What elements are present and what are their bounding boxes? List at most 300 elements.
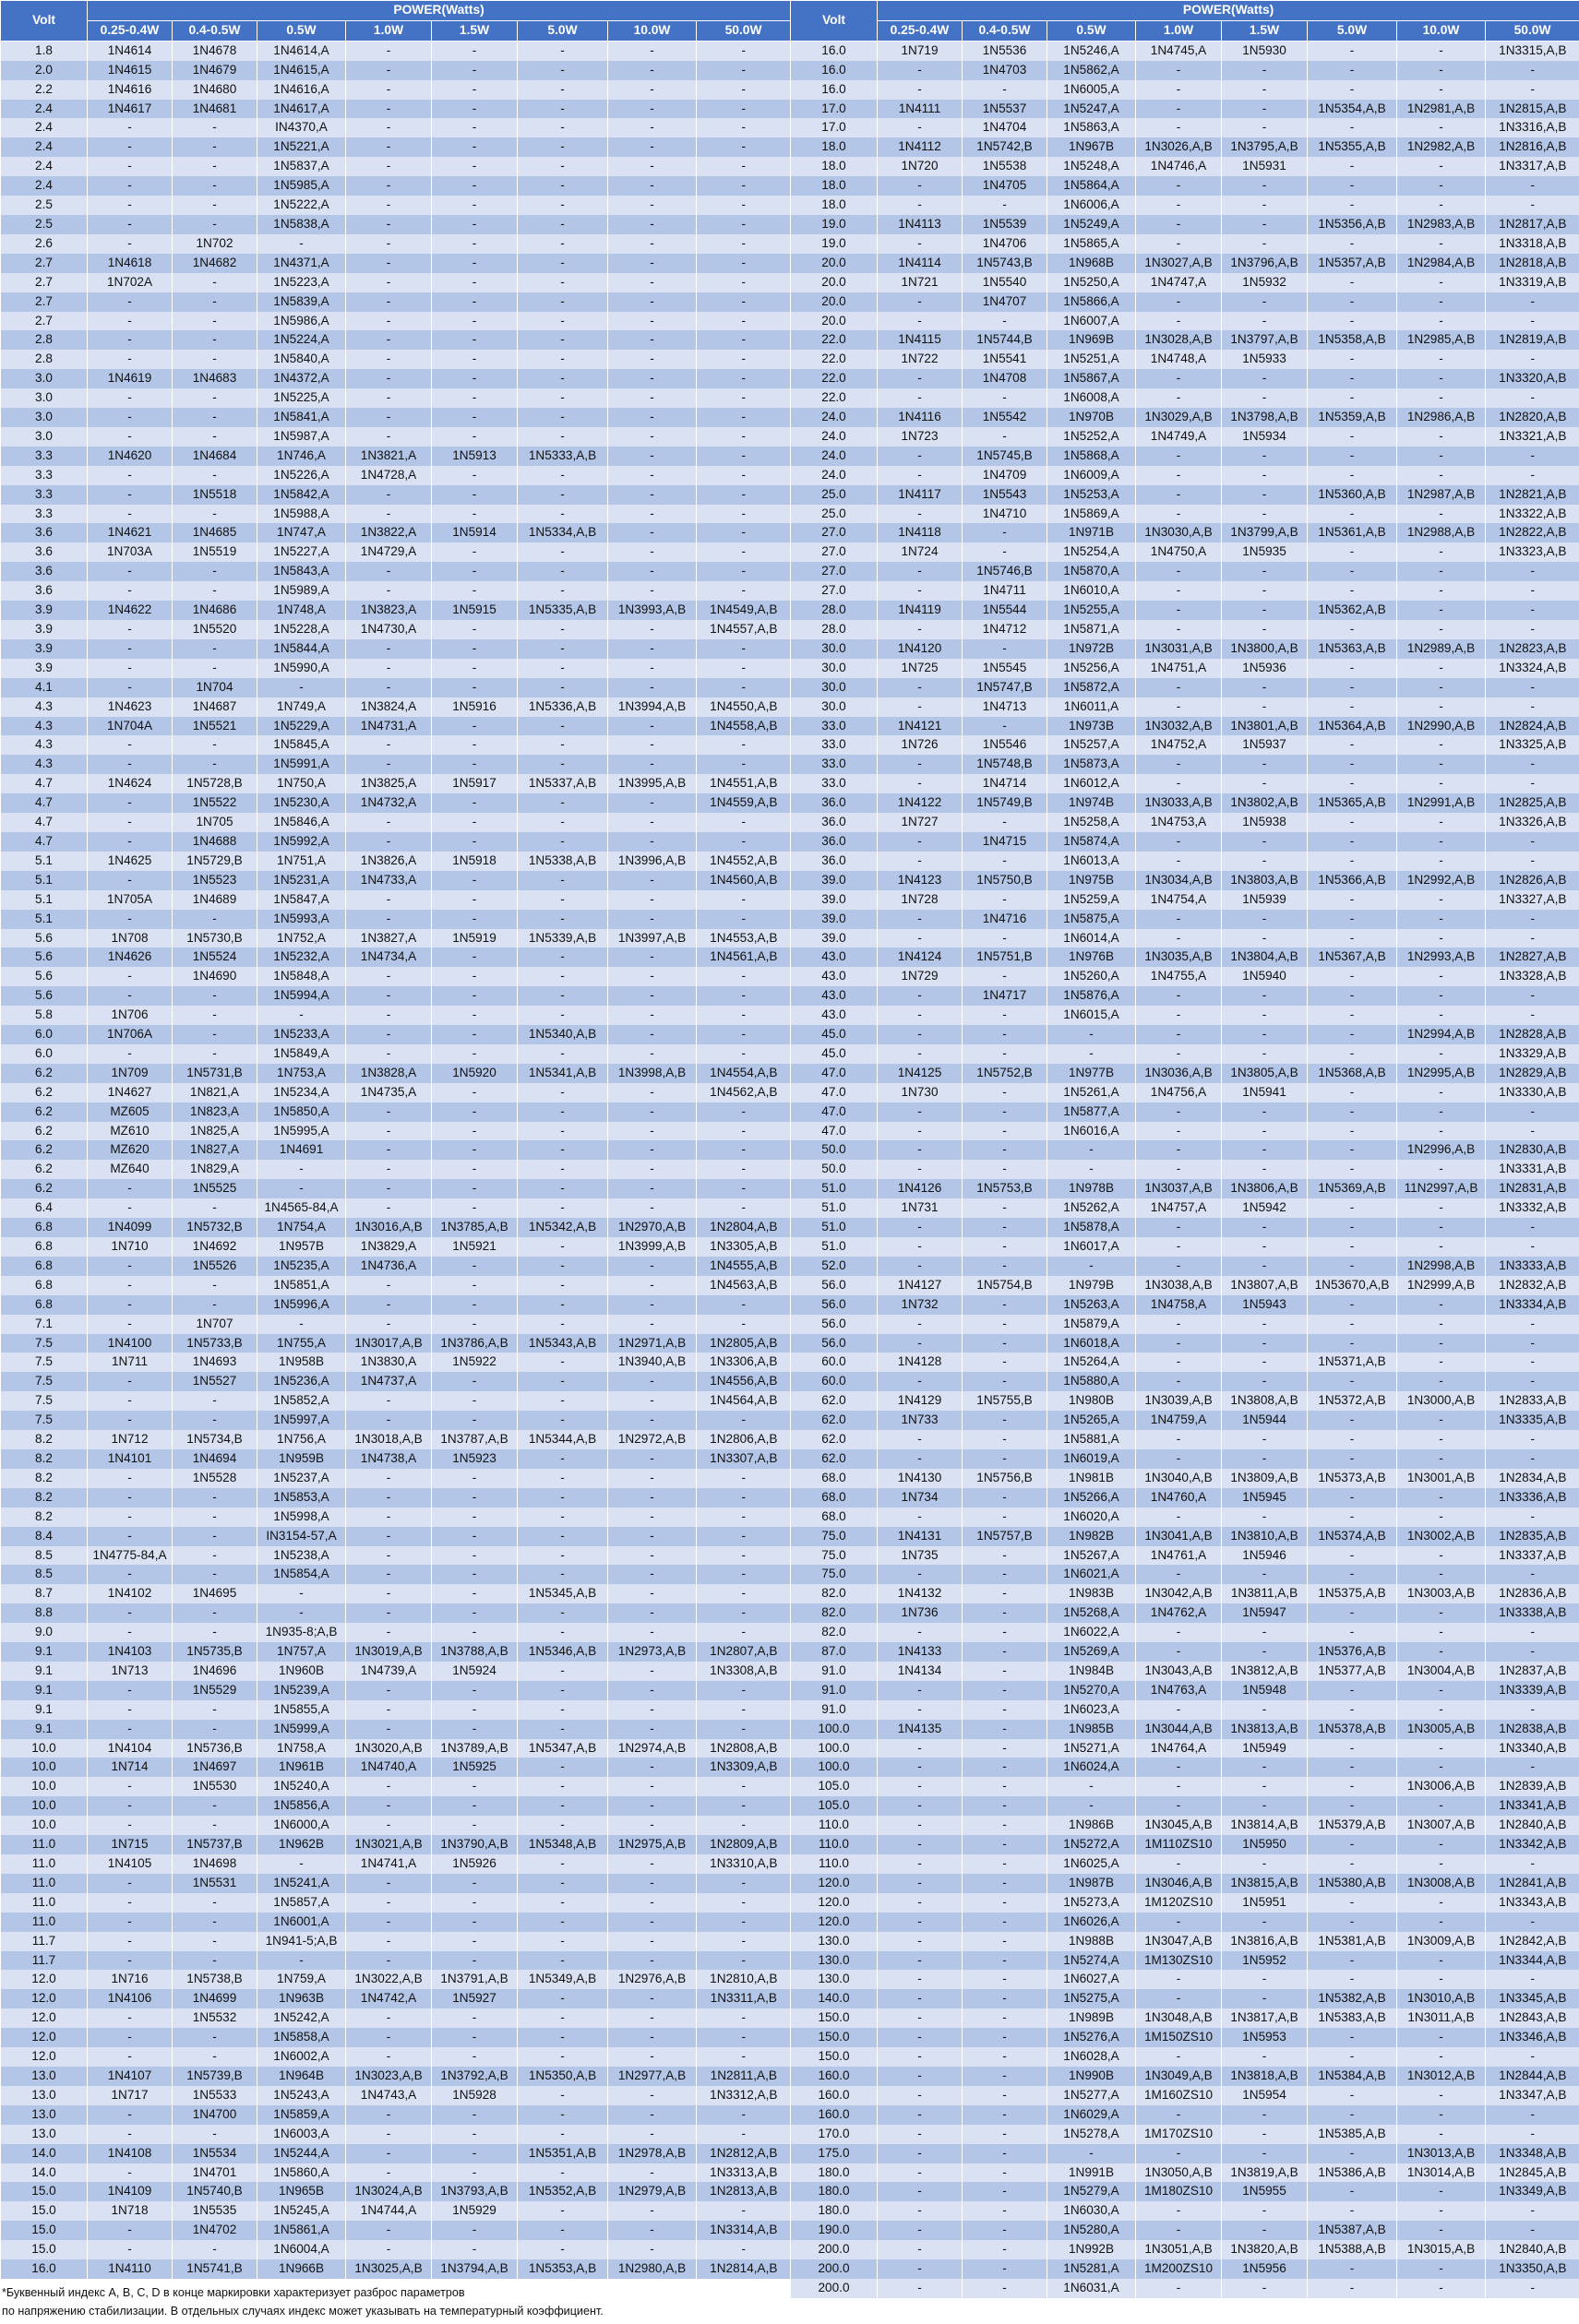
volt-cell: 12.0 [1,2047,88,2067]
part-cell: - [1308,312,1397,331]
part-cell: - [1486,1353,1579,1372]
part-cell: 1N732 [878,1295,963,1315]
part-cell: 1N5267,A [1047,1546,1136,1566]
part-cell: 1N3336,A,B [1486,1488,1579,1508]
part-cell: 1N3794,A,B [432,2259,518,2279]
volt-cell: 33.0 [791,735,878,755]
part-cell: 1N5753,B [963,1179,1047,1198]
part-cell: 1N3049,A,B [1136,2067,1222,2086]
volt-cell: 7.5 [1,1391,88,1411]
table-row [1,1198,791,1218]
table-row [1,2163,791,2183]
part-cell: - [432,1391,518,1411]
part-cell: - [346,273,432,292]
volt-cell: 8.2 [1,1430,88,1449]
part-cell: - [88,137,173,157]
part-cell: 1N3819,A,B [1222,2163,1308,2183]
volt-cell: 5.6 [1,986,88,1006]
part-cell: 1N4119 [878,601,963,620]
part-cell: - [1397,1488,1486,1508]
part-cell: - [1222,1989,1308,2008]
volt-cell: 47.0 [791,1064,878,1083]
part-cell: 1N5757,B [963,1527,1047,1546]
part-cell: - [173,1932,257,1951]
part-cell: - [1308,813,1397,832]
part-cell: - [518,196,608,215]
table-row [1,1777,791,1796]
part-cell: - [173,1044,257,1064]
part-cell: 1N5235,A [257,1257,346,1276]
part-cell: - [1397,2279,1486,2298]
volt-cell: 2.4 [1,176,88,196]
part-cell: 1N4728,A [346,466,432,485]
part-cell: - [1222,1218,1308,1237]
part-cell: - [697,1006,791,1025]
part-cell: 1N2824,A,B [1486,717,1579,736]
part-cell: - [1397,1681,1486,1700]
table-row [791,157,1579,176]
part-cell: - [1308,505,1397,524]
volt-cell: 56.0 [791,1315,878,1334]
part-cell: - [963,1603,1047,1623]
part-cell: 1N3813,A,B [1222,1720,1308,1739]
part-cell: 1N2970,A,B [608,1218,697,1237]
part-cell: - [432,1295,518,1315]
power-col-header: 5.0W [1308,20,1397,41]
part-cell: - [518,1662,608,1681]
table-row [1,100,791,119]
part-cell: 1N719 [878,41,963,60]
part-cell: - [1308,1623,1397,1642]
part-cell: 1N5373,A,B [1308,1469,1397,1488]
part-cell: - [173,562,257,581]
part-cell: - [878,2182,963,2201]
part-cell: - [608,1662,697,1681]
part-cell: - [878,388,963,408]
part-cell: - [88,157,173,176]
part-cell: 1N5735,B [173,1642,257,1662]
part-cell: 1N985B [1047,1720,1136,1739]
part-cell: 1N5343,A,B [518,1334,608,1353]
part-cell: - [608,1989,697,2008]
part-cell: - [878,466,963,485]
part-cell: - [1222,1642,1308,1662]
part-cell: 1N5922 [432,1353,518,1372]
part-cell: 1N5991,A [257,755,346,774]
part-cell: 1N5874,A [1047,832,1136,852]
table-row [1,1372,791,1391]
part-cell: 1N5382,A,B [1308,1989,1397,2008]
table-row [791,2125,1579,2144]
volt-cell: 8.5 [1,1565,88,1584]
volt-cell: 2.4 [1,118,88,137]
part-cell: 1N705 [173,813,257,832]
volt-cell: 3.0 [1,388,88,408]
part-cell: 1N4617,A [257,100,346,119]
volt-cell: 6.8 [1,1257,88,1276]
part-cell: - [88,581,173,601]
part-cell: - [878,1970,963,1989]
table-row [1,215,791,234]
part-cell: - [1308,1893,1397,1913]
part-cell: - [1397,929,1486,948]
part-cell: 1N5879,A [1047,1315,1136,1334]
part-cell: - [697,986,791,1006]
part-cell: 1N5539 [963,215,1047,234]
part-cell: - [697,2105,791,2125]
part-cell: - [257,1584,346,1603]
table-row [1,2028,791,2047]
part-cell: - [1397,1334,1486,1353]
part-cell: - [608,388,697,408]
part-cell: - [88,1796,173,1816]
part-cell: - [1397,774,1486,793]
part-cell: - [88,2221,173,2240]
part-cell: 1N3788,A,B [432,1642,518,1662]
part-cell: - [878,1989,963,2008]
part-cell: - [878,929,963,948]
part-cell: - [1397,2086,1486,2105]
part-cell: - [518,1276,608,1295]
part-cell: - [518,1854,608,1874]
part-cell: 1N5241,A [257,1874,346,1893]
part-cell: - [963,1835,1047,1854]
volt-cell: 6.8 [1,1276,88,1295]
volt-cell: 3.9 [1,620,88,639]
part-cell: - [1486,312,1579,331]
part-cell: 1N5367,A,B [1308,947,1397,967]
part-cell: - [432,1257,518,1276]
table-row [791,1391,1579,1411]
part-cell: 1N966B [257,2259,346,2279]
part-cell: - [1308,852,1397,871]
part-cell: - [1136,1218,1222,1237]
part-cell: 1N5236,A [257,1372,346,1391]
volt-cell: 3.0 [1,369,88,388]
part-cell: 1N4617 [88,100,173,119]
volt-cell: 27.0 [791,581,878,601]
part-cell: 1N4711 [963,581,1047,601]
part-cell: 1N4679 [173,61,257,80]
part-cell: - [432,659,518,678]
part-cell: - [518,1720,608,1739]
part-cell: - [1397,1854,1486,1874]
table-row [791,485,1579,505]
volt-cell: 27.0 [791,562,878,581]
part-cell: - [878,1218,963,1237]
part-cell: - [1308,1777,1397,1796]
part-cell: - [1486,1913,1579,1932]
part-cell: 1N4133 [878,1642,963,1662]
part-cell: - [1486,581,1579,601]
volt-cell: 30.0 [791,678,878,697]
table-row [791,967,1579,986]
part-cell: - [1397,1083,1486,1102]
volt-cell: 7.5 [1,1334,88,1353]
part-cell: - [608,1025,697,1044]
part-cell: 1N3331,A,B [1486,1160,1579,1179]
part-cell: - [878,1334,963,1353]
part-cell: 1N5521 [173,717,257,736]
part-cell: 1N4694 [173,1449,257,1469]
part-cell: - [518,215,608,234]
part-cell: 1N5862,A [1047,61,1136,80]
part-cell: - [1047,1777,1136,1796]
part-cell: 1N3023,A,B [346,2067,432,2086]
part-cell: - [432,1527,518,1546]
part-cell: 1N3804,A,B [1222,947,1308,967]
part-cell: - [1136,601,1222,620]
part-cell: 1N3806,A,B [1222,1179,1308,1198]
part-cell: - [1222,1044,1308,1064]
part-cell: - [963,1006,1047,1025]
part-cell: 1N5992,A [257,832,346,852]
volt-cell: 51.0 [791,1179,878,1198]
part-cell: 1N3047,A,B [1136,1932,1222,1951]
part-cell: 1N4565-84,A [257,1198,346,1218]
volt-cell: 4.7 [1,832,88,852]
part-cell: 1N4678 [173,41,257,60]
part-cell: - [697,1893,791,1913]
part-cell: - [1397,1796,1486,1816]
table-row [791,1739,1579,1758]
part-cell: - [346,890,432,910]
part-cell: - [608,176,697,196]
part-cell: - [432,196,518,215]
volt-cell: 110.0 [791,1835,878,1854]
part-cell: - [608,2008,697,2028]
part-cell: - [518,2105,608,2125]
volt-cell: 3.3 [1,485,88,505]
volt-cell: 13.0 [1,2067,88,2086]
table-row [1,234,791,254]
part-cell: 1N5844,A [257,639,346,659]
part-cell: - [1397,2182,1486,2201]
part-cell: - [173,1527,257,1546]
part-cell: - [1397,832,1486,852]
part-cell: 1N2972,A,B [608,1430,697,1449]
table-row [791,2144,1579,2163]
part-cell: - [697,1584,791,1603]
part-cell: 1N3015,A,B [1397,2240,1486,2259]
part-cell: - [518,408,608,427]
table-row [1,852,791,871]
volt-cell: 12.0 [1,2008,88,2028]
part-cell: - [1397,1893,1486,1913]
part-cell: - [963,2144,1047,2163]
part-cell: - [432,639,518,659]
part-cell: 1N753,A [257,1064,346,1083]
part-cell: 1N2844,A,B [1486,2067,1579,2086]
part-cell: 1N4624 [88,774,173,793]
part-cell: 1N5259,A [1047,890,1136,910]
part-cell: 1N6022,A [1047,1623,1136,1642]
part-cell: - [346,2008,432,2028]
part-cell: - [1486,986,1579,1006]
volt-cell: 43.0 [791,947,878,967]
part-cell: - [432,2163,518,2183]
part-cell: - [346,2105,432,2125]
table-row [1,832,791,852]
part-cell: 1N2977,A,B [608,2067,697,2086]
part-cell: 1N4551,A,B [697,774,791,793]
part-cell: 1N3339,A,B [1486,1681,1579,1700]
part-cell: - [878,369,963,388]
part-cell: - [432,1584,518,1603]
part-cell: - [346,505,432,524]
part-cell: - [173,2240,257,2259]
part-cell: - [697,80,791,100]
part-cell: - [518,330,608,350]
part-cell: - [1397,312,1486,331]
part-cell: - [1397,1835,1486,1854]
part-cell: 1N5858,A [257,2028,346,2047]
volt-cell: 18.0 [791,157,878,176]
table-row [1,1218,791,1237]
table-row [791,2240,1579,2259]
part-cell: - [878,2125,963,2144]
part-cell: 1N747,A [257,523,346,542]
part-cell: 1N5350,A,B [518,2067,608,2086]
part-cell: - [173,196,257,215]
part-cell: - [518,427,608,447]
table-row [1,774,791,793]
part-cell: - [1397,1198,1486,1218]
part-cell: 1N4741,A [346,1854,432,1874]
part-cell: - [518,369,608,388]
part-cell: 1N2839,A,B [1486,1777,1579,1796]
part-cell: - [88,466,173,485]
part-cell: - [963,1623,1047,1642]
part-cell: - [1397,388,1486,408]
part-cell: - [697,832,791,852]
part-cell: - [963,1970,1047,1989]
part-cell: - [1308,118,1397,137]
part-cell: - [1397,1758,1486,1777]
part-cell: - [878,2279,963,2298]
part-cell: - [88,1198,173,1218]
table-row [791,1758,1579,1777]
part-cell: 1N2998,A,B [1397,1257,1486,1276]
part-cell: 1N3329,A,B [1486,1044,1579,1064]
part-cell: 1N5279,A [1047,2182,1136,2201]
table-row [1,1257,791,1276]
part-cell: - [1486,1315,1579,1334]
part-cell: - [1486,697,1579,717]
part-cell: - [1136,100,1222,119]
part-cell: 1N6001,A [257,1913,346,1932]
part-cell: 1N4555,A,B [697,1257,791,1276]
part-cell: - [1222,312,1308,331]
part-cell: - [608,100,697,119]
part-cell: 1N4732,A [346,793,432,813]
part-cell: IN4370,A [257,118,346,137]
table-row [791,330,1579,350]
part-cell: 1N5520 [173,620,257,639]
part-cell: 1N5351,A,B [518,2144,608,2163]
part-cell: 1N4699 [173,1989,257,2008]
part-cell: - [1397,659,1486,678]
part-cell: 1N2832,A,B [1486,1276,1579,1295]
part-cell: 1N4747,A [1136,273,1222,292]
part-cell: - [1486,910,1579,929]
table-row [1,1527,791,1546]
part-cell: 1N3810,A,B [1222,1527,1308,1546]
part-cell: - [1486,832,1579,852]
part-cell: - [697,196,791,215]
part-cell: - [432,2105,518,2125]
part-cell: - [173,1720,257,1739]
part-cell: - [1397,234,1486,254]
part-cell: 1N5864,A [1047,176,1136,196]
part-cell: - [963,1854,1047,1874]
volt-cell: 120.0 [791,1874,878,1893]
table-row [1,2105,791,2125]
table-row [791,1257,1579,1276]
part-cell: 1N5837,A [257,157,346,176]
part-cell: - [346,1527,432,1546]
part-cell: 1N4106 [88,1989,173,2008]
part-cell: - [608,80,697,100]
part-cell: - [1397,1160,1486,1179]
volt-cell: 87.0 [791,1642,878,1662]
part-cell: - [1397,2105,1486,2125]
part-cell: - [608,234,697,254]
volt-cell: 6.2 [1,1122,88,1141]
part-cell: 1N2840,A,B [1486,2240,1579,2259]
table-row [1,2240,791,2259]
part-cell: 1N4132 [878,1584,963,1603]
part-cell: 1N723 [878,427,963,447]
part-cell: - [432,620,518,639]
volt-cell: 75.0 [791,1565,878,1584]
table-row [1,408,791,427]
part-cell: 1N3000,A,B [1397,1391,1486,1411]
part-cell: 1N5232,A [257,947,346,967]
part-cell: - [88,986,173,1006]
part-cell: 1N2845,A,B [1486,2163,1579,2183]
part-cell: - [1486,2201,1579,2221]
part-cell: 1N5952 [1222,1951,1308,1971]
part-cell: - [173,1893,257,1913]
part-cell: - [608,1565,697,1584]
part-cell: - [697,2240,791,2259]
table-row [1,1816,791,1835]
part-cell: - [697,1044,791,1064]
part-cell: - [1397,678,1486,697]
part-cell: 1N3330,A,B [1486,1083,1579,1102]
part-cell: 1N5337,A,B [518,774,608,793]
part-cell: 1N4710 [963,505,1047,524]
part-cell: 1N2804,A,B [697,1218,791,1237]
part-cell: - [432,254,518,273]
part-cell: - [878,2201,963,2221]
part-cell: 11N2997,A,B [1397,1179,1486,1198]
part-cell: 1N5383,A,B [1308,2008,1397,2028]
part-cell: 1N5752,B [963,1064,1047,1083]
part-cell: 1N3319,A,B [1486,273,1579,292]
volt-cell: 47.0 [791,1122,878,1141]
part-cell: - [963,1430,1047,1449]
volt-cell: 7.5 [1,1353,88,1372]
part-cell: - [1308,1160,1397,1179]
part-cell: - [1308,1700,1397,1720]
part-cell: 1N5850,A [257,1102,346,1122]
part-cell: - [697,427,791,447]
part-cell: 1N959B [257,1449,346,1469]
part-cell: - [878,1430,963,1449]
part-cell: - [1222,678,1308,697]
